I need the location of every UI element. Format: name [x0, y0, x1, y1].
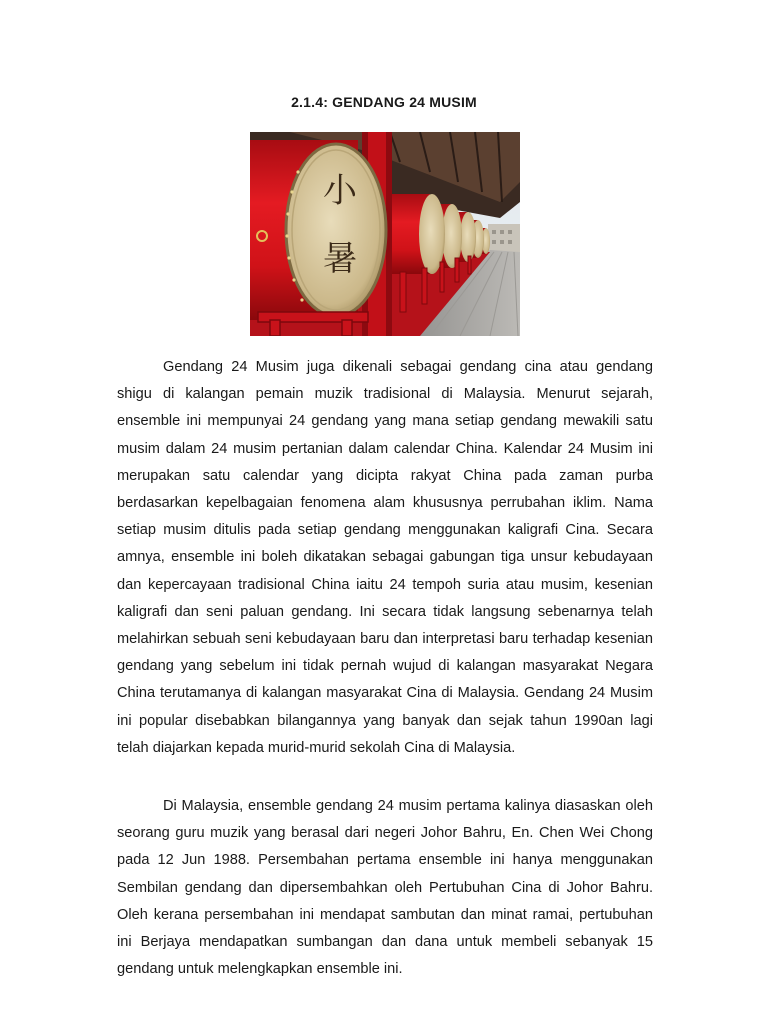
drum-character-top: 小 [323, 171, 357, 211]
paragraph-1-text: Gendang 24 Musim juga dikenali sebagai gendang cina atau gendang shigu di kalangan pemain muzik tradisional di Malaysia. Menurut sejarah, ensemble ini mempunyai 24 gendang yang mana setiap gendang mewakili satu musim dalam 24 musim pertanian dalam calendar China. Kalendar 24 Musim ini merupakan satu calendar yang dicipta rakyat China pada zaman purba berdasarkan kepelbagaian fenomena alam khususnya perrubahan iklim. Nama setiap musim ditulis pada setiap gendang menggunakan kaligrafi Cina. Secara amnya, ensemble ini boleh dikatakan sebagai gabungan tiga unsur kebudayaan dan kepercayaan tradisional China iaitu 24 tempoh suria atau musim, kesenian kaligrafi dan seni paluan gendang. Ini secara tidak langsung sebenarnya telah melahirkan sebuah seni kebudayaan baru dan interpretasi baru terhadap kesenian gendang yang sebelum ini tidak pernah wujud di kalangan masyarakat Negara China terutamanya di kalangan masyarakat Cina di Malaysia. Gendang 24 Musim ini popular disebabkan bilangannya yang banyak dan sejak tahun 1990an lagi telah diajarkan kepada murid-murid sekolah Cina di Malaysia. [117, 359, 653, 756]
paragraph-2 [117, 793, 653, 983]
paragraph-2-text: Di Malaysia, ensemble gendang 24 musim pertama kalinya diasaskan oleh seorang guru muzik yang berasal dari negeri Johor Bahru, En. Chen Wei Chong pada 12 Jun 1988. Persembahan pertama ensemble ini hanya menggunakan Sembilan gendang dan dipersembahkan oleh Pertubuhan Cina di Johor Bahru. Oleh kerana persembahan ini mendapat sambutan dan minat ramai, pertubuhan ini Berjaya mendapatkan sumbangan dan dana untuk membeli sebanyak 15 gendang untuk melengkapkan ensemble ini. [117, 798, 653, 978]
drum-character-bottom: 暑 [323, 239, 357, 279]
drums-photo [250, 132, 520, 336]
paragraph-1 [117, 354, 653, 762]
section-heading: 2.1.4: GENDANG 24 MUSIM [291, 94, 477, 110]
